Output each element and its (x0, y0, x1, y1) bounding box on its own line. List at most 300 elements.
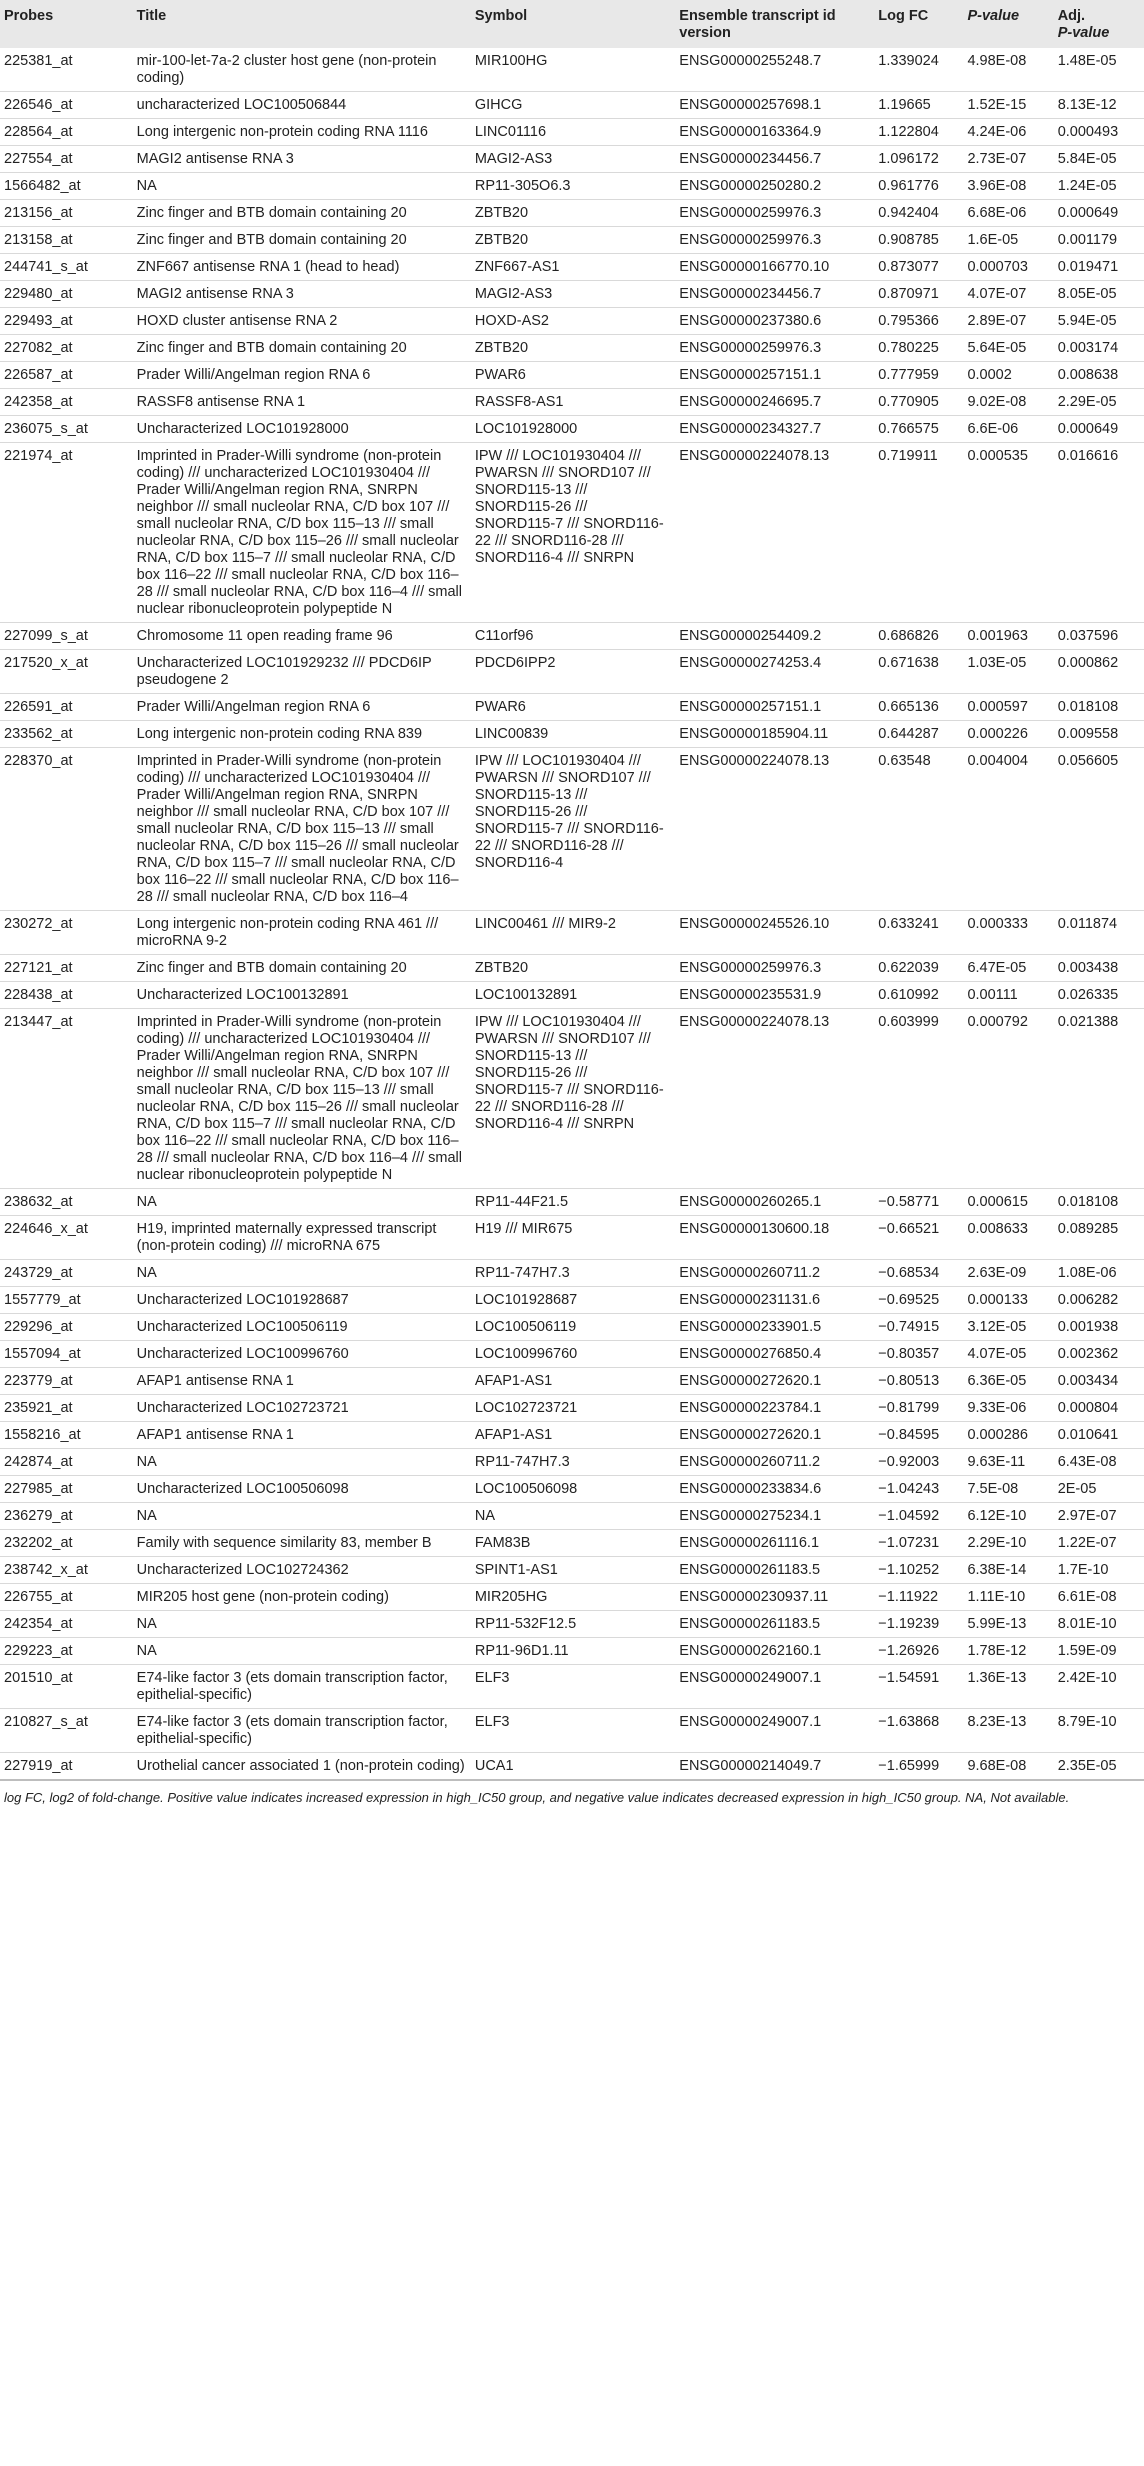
cell-logfc: 0.603999 (874, 1009, 963, 1189)
cell-title: Uncharacterized LOC101928687 (133, 1287, 471, 1314)
cell-transcript: ENSG00000234327.7 (675, 416, 874, 443)
cell-symbol: ZNF667-AS1 (471, 254, 675, 281)
cell-probe: 229223_at (0, 1638, 133, 1665)
cell-symbol: ZBTB20 (471, 335, 675, 362)
cell-logfc: 0.870971 (874, 281, 963, 308)
table-row (0, 1368, 1144, 1395)
cell-transcript: ENSG00000245526.10 (675, 911, 874, 955)
cell-transcript: ENSG00000259976.3 (675, 227, 874, 254)
cell-transcript: ENSG00000272620.1 (675, 1422, 874, 1449)
cell-symbol: ELF3 (471, 1665, 675, 1709)
cell-pvalue: 0.000597 (963, 694, 1053, 721)
cell-symbol: PWAR6 (471, 362, 675, 389)
table-row (0, 200, 1144, 227)
cell-adj-pvalue: 0.003438 (1054, 955, 1144, 982)
cell-transcript: ENSG00000262160.1 (675, 1638, 874, 1665)
cell-pvalue: 3.12E-05 (963, 1314, 1053, 1341)
table-row (0, 308, 1144, 335)
cell-probe: 226546_at (0, 92, 133, 119)
table-row (0, 1422, 1144, 1449)
cell-logfc: 0.633241 (874, 911, 963, 955)
cell-logfc: 1.19665 (874, 92, 963, 119)
cell-symbol: HOXD-AS2 (471, 308, 675, 335)
cell-adj-pvalue: 2E-05 (1054, 1476, 1144, 1503)
cell-logfc: −1.11922 (874, 1584, 963, 1611)
cell-title: Uncharacterized LOC100506098 (133, 1476, 471, 1503)
cell-adj-pvalue: 0.021388 (1054, 1009, 1144, 1189)
cell-probe: 243729_at (0, 1260, 133, 1287)
cell-symbol: LOC102723721 (471, 1395, 675, 1422)
cell-symbol: LOC100506119 (471, 1314, 675, 1341)
cell-transcript: ENSG00000235531.9 (675, 982, 874, 1009)
cell-adj-pvalue: 0.019471 (1054, 254, 1144, 281)
cell-symbol: RP11-44F21.5 (471, 1189, 675, 1216)
cell-adj-pvalue: 0.037596 (1054, 623, 1144, 650)
cell-adj-pvalue: 0.002362 (1054, 1341, 1144, 1368)
cell-symbol: LINC01116 (471, 119, 675, 146)
cell-title: E74-like factor 3 (ets domain transcription factor, epithelial-specific) (133, 1709, 471, 1753)
cell-probe: 238632_at (0, 1189, 133, 1216)
cell-probe: 227099_s_at (0, 623, 133, 650)
cell-symbol: IPW /// LOC101930404 /// PWARSN /// SNORD107 /// SNORD115-13 /// SNORD115-26 /// SNORD115-7 /// SNORD116-22 /// SNORD116-28 /// SNORD116-4 /// SNRPN (471, 443, 675, 623)
header-adj-prefix: Adj. (1057, 8, 1086, 24)
cell-probe: 213158_at (0, 227, 133, 254)
cell-title: Uncharacterized LOC102724362 (133, 1557, 471, 1584)
cell-probe: 236279_at (0, 1503, 133, 1530)
cell-probe: 228438_at (0, 982, 133, 1009)
cell-logfc: −1.04592 (874, 1503, 963, 1530)
cell-probe: 229480_at (0, 281, 133, 308)
table-row (0, 1287, 1144, 1314)
cell-pvalue: 0.000133 (963, 1287, 1053, 1314)
cell-logfc: −0.80513 (874, 1368, 963, 1395)
cell-title: E74-like factor 3 (ets domain transcription factor, epithelial-specific) (133, 1665, 471, 1709)
cell-logfc: −1.10252 (874, 1557, 963, 1584)
cell-probe: 224646_x_at (0, 1216, 133, 1260)
cell-transcript: ENSG00000224078.13 (675, 1009, 874, 1189)
cell-pvalue: 5.64E-05 (963, 335, 1053, 362)
table-row (0, 955, 1144, 982)
cell-title: ZNF667 antisense RNA 1 (head to head) (133, 254, 471, 281)
cell-symbol: ZBTB20 (471, 227, 675, 254)
cell-title: Zinc finger and BTB domain containing 20 (133, 200, 471, 227)
cell-logfc: 0.780225 (874, 335, 963, 362)
cell-probe: 213156_at (0, 200, 133, 227)
cell-symbol: MIR205HG (471, 1584, 675, 1611)
cell-pvalue: 9.68E-08 (963, 1753, 1053, 1781)
cell-transcript: ENSG00000259976.3 (675, 335, 874, 362)
cell-symbol: UCA1 (471, 1753, 675, 1781)
cell-pvalue: 2.89E-07 (963, 308, 1053, 335)
table-row (0, 911, 1144, 955)
cell-title: NA (133, 1503, 471, 1530)
cell-symbol: C11orf96 (471, 623, 675, 650)
cell-adj-pvalue: 1.48E-05 (1054, 48, 1144, 92)
table-row (0, 335, 1144, 362)
cell-probe: 213447_at (0, 1009, 133, 1189)
header-logfc: Log FC (874, 0, 963, 48)
cell-title: Uncharacterized LOC101929232 /// PDCD6IP pseudogene 2 (133, 650, 471, 694)
table-row (0, 92, 1144, 119)
cell-adj-pvalue: 2.97E-07 (1054, 1503, 1144, 1530)
cell-title: Long intergenic non-protein coding RNA 461 /// microRNA 9-2 (133, 911, 471, 955)
table-row (0, 1709, 1144, 1753)
cell-title: NA (133, 1449, 471, 1476)
cell-pvalue: 6.68E-06 (963, 200, 1053, 227)
cell-probe: 226591_at (0, 694, 133, 721)
cell-title: uncharacterized LOC100506844 (133, 92, 471, 119)
cell-title: NA (133, 173, 471, 200)
cell-pvalue: 2.73E-07 (963, 146, 1053, 173)
cell-logfc: 0.63548 (874, 748, 963, 911)
cell-logfc: −0.68534 (874, 1260, 963, 1287)
cell-pvalue: 6.47E-05 (963, 955, 1053, 982)
header-adj-pvalue (1054, 0, 1144, 48)
cell-probe: 226755_at (0, 1584, 133, 1611)
cell-transcript: ENSG00000259976.3 (675, 955, 874, 982)
cell-probe: 238742_x_at (0, 1557, 133, 1584)
table-row (0, 119, 1144, 146)
cell-transcript: ENSG00000260265.1 (675, 1189, 874, 1216)
table-row (0, 1503, 1144, 1530)
cell-pvalue: 0.000615 (963, 1189, 1053, 1216)
cell-symbol: PWAR6 (471, 694, 675, 721)
cell-title: mir-100-let-7a-2 cluster host gene (non-protein coding) (133, 48, 471, 92)
header-row (0, 0, 1144, 48)
cell-pvalue: 9.02E-08 (963, 389, 1053, 416)
cell-transcript: ENSG00000261183.5 (675, 1557, 874, 1584)
cell-symbol: MAGI2-AS3 (471, 281, 675, 308)
cell-pvalue: 4.07E-07 (963, 281, 1053, 308)
cell-pvalue: 0.000703 (963, 254, 1053, 281)
cell-symbol: MAGI2-AS3 (471, 146, 675, 173)
cell-pvalue: 4.24E-06 (963, 119, 1053, 146)
cell-adj-pvalue: 0.000649 (1054, 416, 1144, 443)
cell-pvalue: 2.63E-09 (963, 1260, 1053, 1287)
cell-adj-pvalue: 1.59E-09 (1054, 1638, 1144, 1665)
cell-title: Zinc finger and BTB domain containing 20 (133, 955, 471, 982)
table-row (0, 1009, 1144, 1189)
cell-title: Chromosome 11 open reading frame 96 (133, 623, 471, 650)
cell-probe: 201510_at (0, 1665, 133, 1709)
table-row (0, 281, 1144, 308)
cell-adj-pvalue: 0.009558 (1054, 721, 1144, 748)
table-row (0, 1530, 1144, 1557)
table-row (0, 1753, 1144, 1781)
cell-transcript: ENSG00000249007.1 (675, 1665, 874, 1709)
cell-transcript: ENSG00000275234.1 (675, 1503, 874, 1530)
cell-title: Zinc finger and BTB domain containing 20 (133, 227, 471, 254)
cell-symbol: SPINT1-AS1 (471, 1557, 675, 1584)
cell-logfc: −1.63868 (874, 1709, 963, 1753)
cell-logfc: 0.908785 (874, 227, 963, 254)
cell-pvalue: 0.000226 (963, 721, 1053, 748)
cell-pvalue: 0.0002 (963, 362, 1053, 389)
cell-title: NA (133, 1189, 471, 1216)
cell-transcript: ENSG00000254409.2 (675, 623, 874, 650)
cell-probe: 242358_at (0, 389, 133, 416)
table-row (0, 1665, 1144, 1709)
cell-title: Urothelial cancer associated 1 (non-protein coding) (133, 1753, 471, 1781)
cell-title: Long intergenic non-protein coding RNA 1116 (133, 119, 471, 146)
cell-probe: 242874_at (0, 1449, 133, 1476)
table-row (0, 1557, 1144, 1584)
cell-probe: 235921_at (0, 1395, 133, 1422)
cell-title: RASSF8 antisense RNA 1 (133, 389, 471, 416)
cell-pvalue: 9.63E-11 (963, 1449, 1053, 1476)
cell-transcript: ENSG00000255248.7 (675, 48, 874, 92)
cell-adj-pvalue: 5.94E-05 (1054, 308, 1144, 335)
cell-logfc: −1.54591 (874, 1665, 963, 1709)
cell-transcript: ENSG00000249007.1 (675, 1709, 874, 1753)
cell-title: Imprinted in Prader-Willi syndrome (non-protein coding) /// uncharacterized LOC101930404 /// Prader Willi/Angelman region RNA, SNRPN neighbor /// small nucleolar RNA, C/D box 107 /// small nucleolar RNA, C/D box 115–13 /// small nucleolar RNA, C/D box 115–26 /// small nucleolar RNA, C/D box 115–7 /// small nucleolar RNA, C/D box 116–22 /// small nucleolar RNA, C/D box 116–28 /// small nucleolar RNA, C/D box 116–4 (133, 748, 471, 911)
cell-symbol: LINC00461 /// MIR9-2 (471, 911, 675, 955)
cell-adj-pvalue: 0.006282 (1054, 1287, 1144, 1314)
header-pvalue (963, 0, 1053, 48)
cell-transcript: ENSG00000257151.1 (675, 694, 874, 721)
cell-logfc: −1.07231 (874, 1530, 963, 1557)
cell-symbol: GIHCG (471, 92, 675, 119)
cell-title: Family with sequence similarity 83, member B (133, 1530, 471, 1557)
cell-title: AFAP1 antisense RNA 1 (133, 1422, 471, 1449)
cell-transcript: ENSG00000224078.13 (675, 443, 874, 623)
cell-probe: 225381_at (0, 48, 133, 92)
cell-adj-pvalue: 0.000862 (1054, 650, 1144, 694)
cell-pvalue: 6.38E-14 (963, 1557, 1053, 1584)
table-row (0, 982, 1144, 1009)
cell-title: Uncharacterized LOC102723721 (133, 1395, 471, 1422)
cell-transcript: ENSG00000166770.10 (675, 254, 874, 281)
cell-pvalue: 1.6E-05 (963, 227, 1053, 254)
cell-symbol: RP11-747H7.3 (471, 1449, 675, 1476)
table-row (0, 254, 1144, 281)
cell-symbol: ELF3 (471, 1709, 675, 1753)
cell-logfc: −0.80357 (874, 1341, 963, 1368)
cell-symbol: FAM83B (471, 1530, 675, 1557)
cell-symbol: RASSF8-AS1 (471, 389, 675, 416)
cell-logfc: 0.795366 (874, 308, 963, 335)
cell-transcript: ENSG00000234456.7 (675, 281, 874, 308)
cell-pvalue: 0.00111 (963, 982, 1053, 1009)
cell-transcript: ENSG00000259976.3 (675, 200, 874, 227)
cell-probe: 228370_at (0, 748, 133, 911)
cell-pvalue: 0.000286 (963, 1422, 1053, 1449)
table-row (0, 416, 1144, 443)
table-row (0, 1449, 1144, 1476)
cell-symbol: LINC00839 (471, 721, 675, 748)
cell-probe: 227121_at (0, 955, 133, 982)
header-symbol: Symbol (471, 0, 675, 48)
cell-logfc: 0.610992 (874, 982, 963, 1009)
cell-adj-pvalue: 0.000649 (1054, 200, 1144, 227)
cell-transcript: ENSG00000261116.1 (675, 1530, 874, 1557)
cell-symbol: ZBTB20 (471, 955, 675, 982)
cell-probe: 227919_at (0, 1753, 133, 1781)
cell-title: MAGI2 antisense RNA 3 (133, 281, 471, 308)
cell-transcript: ENSG00000237380.6 (675, 308, 874, 335)
cell-title: Uncharacterized LOC101928000 (133, 416, 471, 443)
cell-logfc: 0.665136 (874, 694, 963, 721)
cell-logfc: 0.766575 (874, 416, 963, 443)
cell-adj-pvalue: 0.001179 (1054, 227, 1144, 254)
cell-pvalue: 1.36E-13 (963, 1665, 1053, 1709)
cell-transcript: ENSG00000257151.1 (675, 362, 874, 389)
cell-symbol: PDCD6IPP2 (471, 650, 675, 694)
cell-title: NA (133, 1638, 471, 1665)
cell-transcript: ENSG00000224078.13 (675, 748, 874, 911)
cell-probe: 1566482_at (0, 173, 133, 200)
cell-title: Prader Willi/Angelman region RNA 6 (133, 362, 471, 389)
cell-logfc: 0.622039 (874, 955, 963, 982)
cell-logfc: 0.686826 (874, 623, 963, 650)
cell-transcript: ENSG00000246695.7 (675, 389, 874, 416)
cell-symbol: RP11-747H7.3 (471, 1260, 675, 1287)
cell-title: Uncharacterized LOC100506119 (133, 1314, 471, 1341)
table-header (0, 0, 1144, 48)
cell-transcript: ENSG00000214049.7 (675, 1753, 874, 1781)
cell-adj-pvalue: 0.010641 (1054, 1422, 1144, 1449)
cell-probe: 227985_at (0, 1476, 133, 1503)
cell-adj-pvalue: 0.000493 (1054, 119, 1144, 146)
cell-pvalue: 0.008633 (963, 1216, 1053, 1260)
cell-symbol: AFAP1-AS1 (471, 1422, 675, 1449)
cell-adj-pvalue: 1.08E-06 (1054, 1260, 1144, 1287)
cell-adj-pvalue: 0.016616 (1054, 443, 1144, 623)
cell-adj-pvalue: 1.7E-10 (1054, 1557, 1144, 1584)
cell-adj-pvalue: 0.001938 (1054, 1314, 1144, 1341)
cell-pvalue: 6.36E-05 (963, 1368, 1053, 1395)
header-probes: Probes (0, 0, 133, 48)
cell-symbol: H19 /// MIR675 (471, 1216, 675, 1260)
cell-symbol: NA (471, 1503, 675, 1530)
cell-pvalue: 0.000535 (963, 443, 1053, 623)
table-row (0, 1189, 1144, 1216)
cell-logfc: −1.04243 (874, 1476, 963, 1503)
cell-logfc: 1.122804 (874, 119, 963, 146)
cell-pvalue: 7.5E-08 (963, 1476, 1053, 1503)
cell-pvalue: 1.52E-15 (963, 92, 1053, 119)
cell-probe: 221974_at (0, 443, 133, 623)
cell-title: AFAP1 antisense RNA 1 (133, 1368, 471, 1395)
cell-adj-pvalue: 0.018108 (1054, 1189, 1144, 1216)
cell-adj-pvalue: 0.003434 (1054, 1368, 1144, 1395)
cell-logfc: 0.770905 (874, 389, 963, 416)
cell-adj-pvalue: 0.089285 (1054, 1216, 1144, 1260)
cell-pvalue: 6.12E-10 (963, 1503, 1053, 1530)
cell-adj-pvalue: 6.43E-08 (1054, 1449, 1144, 1476)
cell-symbol: RP11-532F12.5 (471, 1611, 675, 1638)
cell-adj-pvalue: 2.29E-05 (1054, 389, 1144, 416)
table-row (0, 146, 1144, 173)
header-title: Title (133, 0, 471, 48)
cell-pvalue: 1.78E-12 (963, 1638, 1053, 1665)
cell-title: Imprinted in Prader-Willi syndrome (non-protein coding) /// uncharacterized LOC101930404 /// Prader Willi/Angelman region RNA, SNRPN neighbor /// small nucleolar RNA, C/D box 107 /// small nucleolar RNA, C/D box 115–13 /// small nucleolar RNA, C/D box 115–26 /// small nucleolar RNA, C/D box 115–7 /// small nucleolar RNA, C/D box 116–22 /// small nucleolar RNA, C/D box 116–28 /// small nucleolar RNA, C/D box 116–4 /// small nuclear ribonucleoprotein polypeptide N (133, 443, 471, 623)
cell-pvalue: 4.07E-05 (963, 1341, 1053, 1368)
cell-logfc: 1.339024 (874, 48, 963, 92)
table-row (0, 1216, 1144, 1260)
cell-symbol: RP11-305O6.3 (471, 173, 675, 200)
cell-title: MIR205 host gene (non-protein coding) (133, 1584, 471, 1611)
cell-symbol: MIR100HG (471, 48, 675, 92)
cell-probe: 1558216_at (0, 1422, 133, 1449)
cell-logfc: 0.961776 (874, 173, 963, 200)
cell-transcript: ENSG00000231131.6 (675, 1287, 874, 1314)
cell-title: H19, imprinted maternally expressed transcript (non-protein coding) /// microRNA 675 (133, 1216, 471, 1260)
cell-transcript: ENSG00000163364.9 (675, 119, 874, 146)
header-transcript: Ensemble transcript id version (675, 0, 874, 48)
cell-logfc: 0.644287 (874, 721, 963, 748)
cell-probe: 1557094_at (0, 1341, 133, 1368)
cell-probe: 226587_at (0, 362, 133, 389)
cell-probe: 1557779_at (0, 1287, 133, 1314)
cell-title: Prader Willi/Angelman region RNA 6 (133, 694, 471, 721)
table-row (0, 1341, 1144, 1368)
cell-adj-pvalue: 0.056605 (1054, 748, 1144, 911)
table-row (0, 623, 1144, 650)
cell-probe: 229296_at (0, 1314, 133, 1341)
cell-probe: 223779_at (0, 1368, 133, 1395)
table-row (0, 1314, 1144, 1341)
cell-logfc: −0.81799 (874, 1395, 963, 1422)
cell-probe: 227554_at (0, 146, 133, 173)
cell-adj-pvalue: 1.24E-05 (1054, 173, 1144, 200)
cell-logfc: 0.942404 (874, 200, 963, 227)
cell-adj-pvalue: 1.22E-07 (1054, 1530, 1144, 1557)
cell-transcript: ENSG00000250280.2 (675, 173, 874, 200)
cell-adj-pvalue: 0.000804 (1054, 1395, 1144, 1422)
cell-pvalue: 0.000333 (963, 911, 1053, 955)
cell-symbol: LOC101928687 (471, 1287, 675, 1314)
cell-adj-pvalue: 8.79E-10 (1054, 1709, 1144, 1753)
cell-transcript: ENSG00000261183.5 (675, 1611, 874, 1638)
cell-pvalue: 9.33E-06 (963, 1395, 1053, 1422)
table-row (0, 227, 1144, 254)
cell-transcript: ENSG00000233834.6 (675, 1476, 874, 1503)
cell-probe: 217520_x_at (0, 650, 133, 694)
table-row (0, 173, 1144, 200)
table-row (0, 1611, 1144, 1638)
cell-pvalue: 2.29E-10 (963, 1530, 1053, 1557)
cell-adj-pvalue: 6.61E-08 (1054, 1584, 1144, 1611)
cell-pvalue: 1.11E-10 (963, 1584, 1053, 1611)
cell-probe: 228564_at (0, 119, 133, 146)
cell-symbol: IPW /// LOC101930404 /// PWARSN /// SNORD107 /// SNORD115-13 /// SNORD115-26 /// SNORD115-7 /// SNORD116-22 /// SNORD116-28 /// SNORD116-4 (471, 748, 675, 911)
cell-adj-pvalue: 0.026335 (1054, 982, 1144, 1009)
cell-title: Zinc finger and BTB domain containing 20 (133, 335, 471, 362)
cell-transcript: ENSG00000272620.1 (675, 1368, 874, 1395)
cell-title: Uncharacterized LOC100132891 (133, 982, 471, 1009)
table-footnote: log FC, log2 of fold-change. Positive value indicates increased expression in high_IC50 group, and negative value indicates decreased expression in high_IC50 group. NA, Not available. (4, 1790, 1070, 1805)
cell-probe: 232202_at (0, 1530, 133, 1557)
cell-adj-pvalue: 0.003174 (1054, 335, 1144, 362)
cell-transcript: ENSG00000276850.4 (675, 1341, 874, 1368)
cell-probe: 242354_at (0, 1611, 133, 1638)
table-row (0, 694, 1144, 721)
cell-logfc: −0.69525 (874, 1287, 963, 1314)
cell-pvalue: 6.6E-06 (963, 416, 1053, 443)
cell-title: Uncharacterized LOC100996760 (133, 1341, 471, 1368)
table-row (0, 362, 1144, 389)
table-row (0, 1476, 1144, 1503)
cell-title: Long intergenic non-protein coding RNA 839 (133, 721, 471, 748)
cell-transcript: ENSG00000260711.2 (675, 1449, 874, 1476)
cell-symbol: LOC100996760 (471, 1341, 675, 1368)
cell-logfc: 0.777959 (874, 362, 963, 389)
cell-title: NA (133, 1611, 471, 1638)
table-row (0, 721, 1144, 748)
table-row (0, 650, 1144, 694)
cell-symbol: ZBTB20 (471, 200, 675, 227)
